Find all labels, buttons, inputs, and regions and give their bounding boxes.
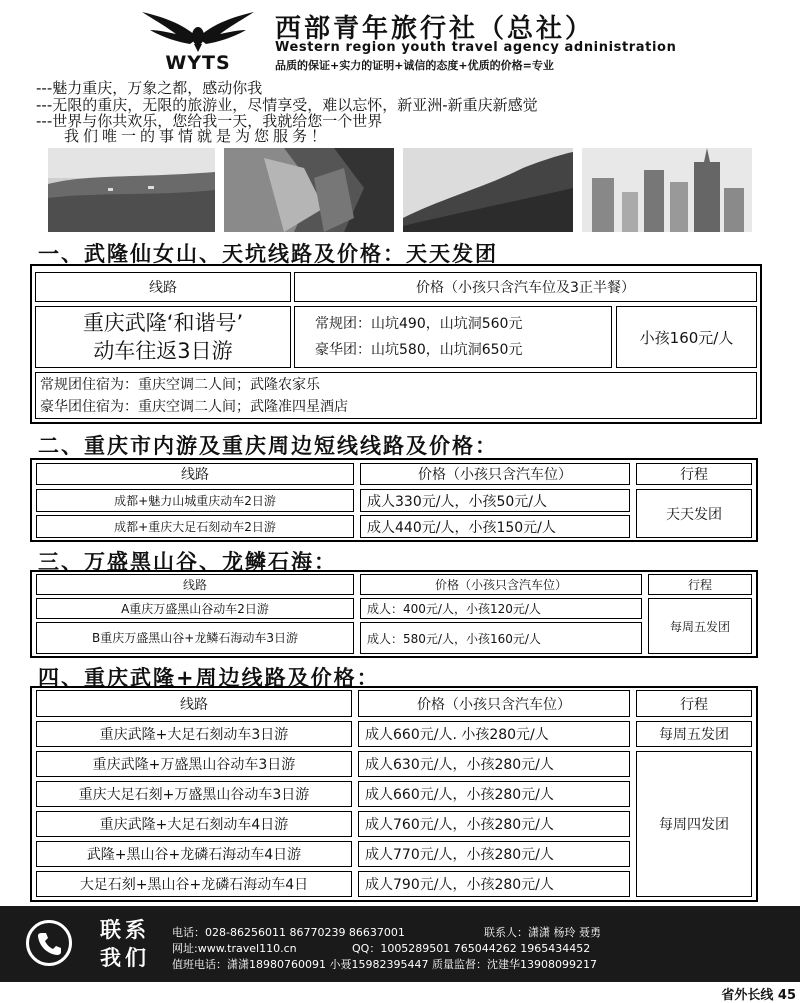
phone-icon — [26, 920, 72, 966]
agency-title-english: Western region youth travel agency adninistration — [275, 40, 677, 55]
col-route-header: 线路 — [36, 463, 354, 485]
route-name: 重庆武隆+大足石刻动车3日游 — [36, 721, 352, 747]
schedule: 每周五发团 — [648, 598, 752, 654]
section-1-title: 一、武隆仙女山、天坑线路及价格：天天发团 — [38, 242, 498, 266]
route-price: 成人：580元/人，小孩160元/人 — [360, 622, 642, 654]
route-name: 重庆武隆‘和谐号’ — [82, 311, 244, 335]
col-price-header: 价格（小孩只含汽车位） — [360, 463, 630, 485]
route-name: 成都+重庆大足石刻动车2日游 — [36, 515, 354, 538]
accommodation-regular: 常规团住宿为：重庆空调二人间；武隆农家乐 — [40, 376, 320, 393]
eagle-wings-icon — [138, 8, 258, 54]
route-price: 成人：400元/人，小孩120元/人 — [360, 598, 642, 619]
intro-line: ---魅力重庆，万象之都，感动你我 — [36, 79, 263, 97]
child-price: 小孩160元/人 — [616, 306, 757, 368]
col-schedule-header: 行程 — [636, 690, 752, 717]
route-name: 重庆大足石刻+万盛黑山谷动车3日游 — [36, 781, 352, 807]
price-regular: 常规团：山坑490，山坑洞560元 — [315, 316, 523, 332]
route-name: A重庆万盛黑山谷动车2日游 — [36, 598, 354, 619]
section-2-title: 二、重庆市内游及重庆周边短线线路及价格： — [38, 434, 498, 458]
city-skyline-photo — [582, 148, 752, 232]
contact-persons: 联系人：潇潇 杨玲 聂勇 — [484, 926, 601, 939]
schedule: 天天发团 — [636, 489, 752, 538]
contact-label: 我们 — [100, 946, 150, 970]
canyon-rock-photo — [224, 148, 394, 232]
slogan: 品质的保证+实力的证明+诚信的态度+优质的价格=专业 — [275, 59, 554, 72]
mountain-photo — [403, 148, 573, 232]
route-name: B重庆万盛黑山谷+龙鳞石海动车3日游 — [36, 622, 354, 654]
route-price: 成人760元/人，小孩280元/人 — [358, 811, 630, 837]
contact-label: 联系 — [100, 918, 150, 942]
route-price: 成人330元/人，小孩50元/人 — [360, 489, 630, 512]
duty-phone: 值班电话：潇潇18980760091 小聂15982395447 质量监督：沈建华13908099217 — [172, 958, 597, 971]
col-route-header: 线路 — [36, 690, 352, 717]
route-price: 成人660元/人，小孩280元/人 — [358, 781, 630, 807]
page-tag: 省外长线 45 — [721, 988, 796, 1003]
route-price: 成人440元/人，小孩150元/人 — [360, 515, 630, 538]
intro-line: 我们唯一的事情就是为您服务！ — [64, 127, 331, 145]
price-cell — [294, 306, 612, 368]
section-1-table — [30, 264, 762, 424]
section-3-title: 三、万盛黑山谷、龙鳞石海： — [38, 550, 337, 574]
agency-logo — [138, 8, 258, 74]
section-4-title: 四、重庆武隆+周边线路及价格： — [38, 666, 380, 690]
route-price: 成人660元/人. 小孩280元/人 — [358, 721, 630, 747]
col-route-header: 线路 — [35, 272, 291, 302]
route-name: 重庆武隆+万盛黑山谷动车3日游 — [36, 751, 352, 777]
col-schedule-header: 行程 — [636, 463, 752, 485]
route-name: 武隆+黑山谷+龙磷石海动车4日游 — [36, 841, 352, 867]
section-2-table — [30, 458, 758, 542]
route-name: 重庆武隆+大足石刻动车4日游 — [36, 811, 352, 837]
logo-text: WYTS — [165, 52, 231, 74]
col-price-header: 价格（小孩只含汽车位） — [360, 574, 642, 595]
price-luxury: 豪华团：山坑580，山坑洞650元 — [315, 342, 523, 358]
col-price-header: 价格（小孩只含汽车位） — [358, 690, 630, 717]
grassland-photo — [48, 148, 215, 232]
schedule: 每周五发团 — [636, 721, 752, 747]
intro-line: ---世界与你共欢乐，您给我一天，我就给您一个世界 — [36, 112, 383, 130]
phone-numbers: 电话：028-86256011 86770239 86637001 — [172, 926, 405, 939]
intro-line: ---无限的重庆，无限的旅游业，尽情享受，难以忘怀，新亚洲-新重庆新感觉 — [36, 96, 538, 114]
accommodation-cell — [35, 372, 757, 419]
col-price-header: 价格（小孩只含汽车位及3正半餐） — [294, 272, 757, 302]
route-price: 成人770元/人，小孩280元/人 — [358, 841, 630, 867]
section-4-table — [30, 686, 758, 902]
route-price: 成人790元/人，小孩280元/人 — [358, 871, 630, 897]
website-link[interactable]: 网址:www.travel110.cn — [172, 942, 297, 955]
schedule: 每周四发团 — [636, 751, 752, 897]
route-name: 成都+魅力山城重庆动车2日游 — [36, 489, 354, 512]
section-3-table — [30, 570, 758, 658]
accommodation-luxury: 豪华团住宿为：重庆空调二人间；武隆准四星酒店 — [40, 398, 348, 415]
route-name: 动车往返3日游 — [93, 339, 233, 363]
route-cell — [35, 306, 291, 368]
route-price: 成人630元/人，小孩280元/人 — [358, 751, 630, 777]
contact-footer — [0, 906, 800, 982]
agency-title: 西部青年旅行社（总社） — [275, 14, 595, 44]
col-schedule-header: 行程 — [648, 574, 752, 595]
col-route-header: 线路 — [36, 574, 354, 595]
qq-numbers: QQ：1005289501 765044262 1965434452 — [352, 942, 591, 955]
route-name: 大足石刻+黑山谷+龙磷石海动车4日 — [36, 871, 352, 897]
